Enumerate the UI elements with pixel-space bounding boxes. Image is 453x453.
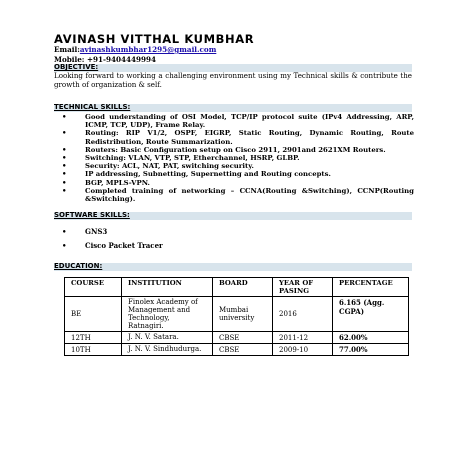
list-item: • BGP, MPLS-VPN. (62, 177, 150, 187)
technical-skills-list (62, 113, 414, 203)
list-item: • Good understanding of OSI Model, TCP/IP protocol suite (IPv4 Addressing, ARP, ICMP, TCP, UDP), Frame Relay. (62, 112, 414, 130)
table-cell: 62.00% (333, 332, 409, 344)
list-item: • Routing: RIP V1/2, OSPF, EIGRP, Static Routing, Dynamic Routing, Route Redistribution, Route Summarization. (62, 128, 414, 146)
education-table (64, 277, 409, 356)
column-header: PERCENTAGE (333, 278, 409, 297)
bullet-icon: • (62, 241, 67, 250)
table-cell: Finolex Academy of Management and Technology, Ratnagiri. (122, 297, 213, 332)
table-cell: CBSE (213, 344, 273, 356)
bullet-icon: • (62, 144, 67, 154)
column-header: COURSE (65, 278, 122, 297)
table-cell: Mumbai university (213, 297, 273, 332)
table-cell: 6.165 (Agg. CGPA) (333, 297, 409, 332)
table-header-row (65, 278, 409, 297)
table-cell: 10TH (65, 344, 122, 356)
table-row (65, 297, 409, 332)
email-link[interactable]: avinashkumbhar1295@gmail.com (79, 45, 217, 54)
email-label: Email: (54, 45, 80, 54)
bullet-icon: • (62, 128, 67, 138)
list-item: • GNS3 (62, 227, 108, 236)
bullet-icon: • (62, 153, 67, 163)
software-skills-list (62, 228, 163, 250)
education-band (54, 263, 412, 271)
table-cell: CBSE (213, 332, 273, 344)
bullet-icon: • (62, 169, 67, 179)
bullet-icon: • (62, 112, 67, 121)
column-header: INSTITUTION (122, 278, 213, 297)
column-header: BOARD (213, 278, 273, 297)
table-cell: 2016 (273, 297, 333, 332)
list-item: • Switching: VLAN, VTP, STP, Etherchannel, HSRP, GLBP. (62, 153, 300, 163)
bullet-icon: • (62, 227, 67, 236)
objective-text: Looking forward to working a challenging environment using my Technical skills & contribute the growth of organization & self. (54, 71, 412, 89)
software-skills-title: SOFTWARE SKILLS: (54, 211, 130, 219)
list-item: • Security: ACL, NAT, PAT, switching security. (62, 161, 254, 171)
bullet-icon: • (62, 185, 67, 195)
table-cell: BE (65, 297, 122, 332)
bullet-icon: • (62, 161, 67, 171)
table-cell: 12TH (65, 332, 122, 344)
list-item: • Completed training of networking – CCNA(Routing &Switching), CCNP(Routing &Switching). (62, 185, 414, 204)
table-cell: 77.00% (333, 344, 409, 356)
list-item: • Routers: Basic Configuration setup on Cisco 2911, 2901and 2621XM Routers. (62, 144, 386, 154)
table-cell: J. N. V. Satara. (122, 332, 213, 344)
column-header: YEAR OF PASING (273, 278, 333, 297)
objective-title: OBJECTIVE: (54, 63, 99, 71)
table-row (65, 332, 409, 344)
table-cell: 2011-12 (273, 332, 333, 344)
candidate-name: AVINASH VITTHAL KUMBHAR (54, 32, 255, 46)
table-row (65, 344, 409, 356)
education-title: EDUCATION: (54, 262, 103, 270)
bullet-icon: • (62, 177, 67, 187)
table-cell: 2009-10 (273, 344, 333, 356)
email-line (54, 45, 216, 54)
mobile-line: Mobile: +91-9404449994 (54, 55, 156, 64)
list-item: • IP addressing, Subnetting, Supernetting and Routing concepts. (62, 169, 331, 179)
technical-skills-title: TECHNICAL SKILLS: (54, 103, 131, 111)
table-cell: J. N. V. Sindhudurga. (122, 344, 213, 356)
list-item: • Cisco Packet Tracer (62, 241, 163, 250)
